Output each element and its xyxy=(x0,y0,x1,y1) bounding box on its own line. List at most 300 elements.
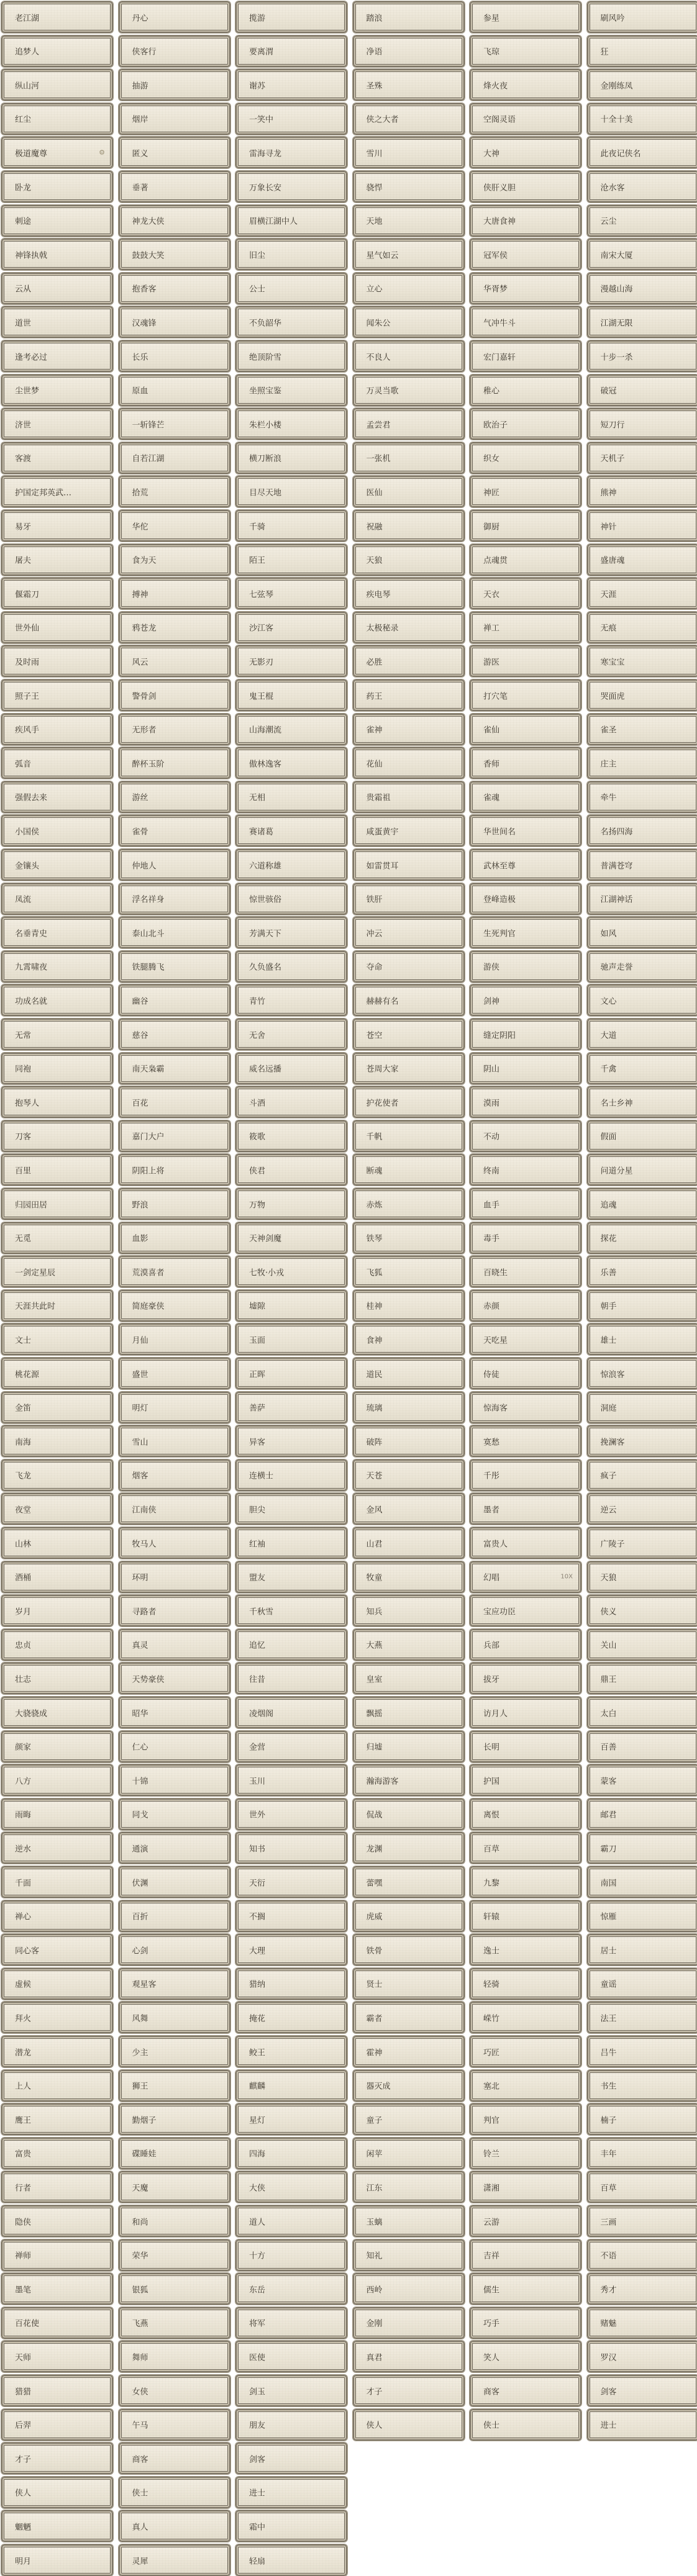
title-tile[interactable] xyxy=(119,2273,230,2305)
title-tile[interactable] xyxy=(353,1968,465,2000)
title-tile[interactable] xyxy=(235,1459,347,1491)
title-tile[interactable] xyxy=(235,1866,347,1898)
title-tile[interactable] xyxy=(235,1323,347,1355)
title-tile[interactable] xyxy=(119,2070,230,2102)
title-tile[interactable] xyxy=(587,1832,697,1864)
title-tile[interactable] xyxy=(1,238,113,270)
title-tile[interactable] xyxy=(1,1425,113,1457)
title-tile[interactable] xyxy=(1,510,113,542)
title-tile[interactable] xyxy=(119,1493,230,1525)
title-tile[interactable] xyxy=(587,306,697,338)
title-tile[interactable] xyxy=(470,1798,581,1830)
title-tile[interactable] xyxy=(470,984,581,1016)
title-tile[interactable] xyxy=(119,69,230,101)
title-tile[interactable] xyxy=(119,238,230,270)
title-tile[interactable] xyxy=(119,951,230,982)
title-tile[interactable] xyxy=(1,2442,113,2474)
title-tile[interactable] xyxy=(470,1425,581,1457)
title-tile[interactable] xyxy=(470,510,581,542)
title-tile[interactable] xyxy=(353,1595,465,1626)
title-tile[interactable] xyxy=(235,2205,347,2237)
title-tile[interactable] xyxy=(353,1,465,33)
title-tile[interactable] xyxy=(119,1629,230,1661)
title-tile[interactable] xyxy=(119,714,230,745)
title-tile[interactable] xyxy=(353,1493,465,1525)
title-tile[interactable] xyxy=(470,1392,581,1423)
title-tile[interactable] xyxy=(470,1358,581,1389)
title-tile[interactable] xyxy=(235,2103,347,2135)
title-tile[interactable] xyxy=(1,205,113,237)
title-tile[interactable] xyxy=(470,747,581,779)
title-tile[interactable] xyxy=(470,612,581,643)
title-tile[interactable] xyxy=(119,171,230,202)
title-tile[interactable] xyxy=(1,137,113,168)
title-tile[interactable] xyxy=(353,69,465,101)
title-tile[interactable] xyxy=(470,1900,581,1932)
title-tile[interactable] xyxy=(1,2036,113,2067)
title-tile[interactable] xyxy=(587,984,697,1016)
title-tile[interactable] xyxy=(470,171,581,202)
title-tile[interactable] xyxy=(587,1154,697,1186)
title-tile[interactable] xyxy=(353,273,465,304)
title-tile[interactable] xyxy=(470,1629,581,1661)
title-tile[interactable] xyxy=(353,917,465,948)
title-tile[interactable] xyxy=(353,1561,465,1593)
title-tile[interactable] xyxy=(119,1086,230,1118)
title-tile[interactable] xyxy=(119,917,230,948)
title-tile[interactable] xyxy=(470,1018,581,1050)
title-tile[interactable] xyxy=(470,1053,581,1084)
title-tile[interactable] xyxy=(587,476,697,507)
title-tile[interactable] xyxy=(353,1934,465,1966)
title-tile[interactable] xyxy=(353,238,465,270)
title-tile[interactable] xyxy=(587,1,697,33)
title-tile[interactable] xyxy=(235,510,347,542)
title-tile[interactable] xyxy=(1,273,113,304)
title-tile[interactable] xyxy=(235,2273,347,2305)
title-tile[interactable] xyxy=(1,2510,113,2542)
title-tile[interactable] xyxy=(1,1697,113,1728)
title-tile[interactable] xyxy=(587,1662,697,1694)
title-tile[interactable] xyxy=(1,612,113,643)
title-tile[interactable] xyxy=(1,1798,113,1830)
title-tile[interactable] xyxy=(1,984,113,1016)
title-tile[interactable] xyxy=(587,1561,697,1593)
title-tile[interactable] xyxy=(353,1459,465,1491)
title-tile[interactable] xyxy=(587,747,697,779)
title-tile[interactable] xyxy=(235,1053,347,1084)
title-tile[interactable] xyxy=(353,1900,465,1932)
title-tile[interactable] xyxy=(119,1053,230,1084)
title-tile[interactable] xyxy=(119,2205,230,2237)
title-tile[interactable] xyxy=(119,1934,230,1966)
title-tile[interactable] xyxy=(235,171,347,202)
title-tile[interactable] xyxy=(587,1256,697,1287)
title-tile[interactable] xyxy=(235,2375,347,2406)
title-tile[interactable] xyxy=(470,578,581,609)
title-tile[interactable] xyxy=(235,35,347,67)
title-tile[interactable] xyxy=(587,273,697,304)
title-tile[interactable] xyxy=(1,103,113,135)
title-tile[interactable] xyxy=(235,2138,347,2169)
title-tile[interactable] xyxy=(119,883,230,915)
title-tile[interactable] xyxy=(235,205,347,237)
title-tile[interactable] xyxy=(587,2409,697,2441)
title-tile[interactable] xyxy=(1,1256,113,1287)
title-tile[interactable] xyxy=(1,374,113,406)
title-tile[interactable] xyxy=(119,2036,230,2067)
title-tile[interactable] xyxy=(119,1188,230,1220)
title-tile[interactable] xyxy=(235,2510,347,2542)
title-tile[interactable] xyxy=(587,510,697,542)
title-tile[interactable] xyxy=(587,1086,697,1118)
title-tile[interactable] xyxy=(119,510,230,542)
title-tile[interactable] xyxy=(235,984,347,1016)
title-tile[interactable] xyxy=(235,273,347,304)
title-tile[interactable] xyxy=(1,578,113,609)
title-tile[interactable] xyxy=(1,306,113,338)
title-tile[interactable] xyxy=(1,679,113,711)
title-tile[interactable] xyxy=(1,1595,113,1626)
title-tile[interactable] xyxy=(353,442,465,474)
title-tile[interactable] xyxy=(470,1934,581,1966)
title-tile[interactable] xyxy=(587,1053,697,1084)
title-tile[interactable] xyxy=(235,849,347,881)
title-tile[interactable] xyxy=(235,1290,347,1322)
title-tile[interactable] xyxy=(587,2375,697,2406)
title-tile[interactable] xyxy=(587,69,697,101)
title-tile[interactable] xyxy=(235,951,347,982)
title-tile[interactable] xyxy=(353,2409,465,2441)
title-tile[interactable] xyxy=(470,1832,581,1864)
title-tile[interactable] xyxy=(353,1222,465,1254)
title-tile[interactable] xyxy=(1,2171,113,2203)
title-tile[interactable] xyxy=(235,2307,347,2339)
title-tile[interactable] xyxy=(587,408,697,440)
title-tile[interactable] xyxy=(353,1697,465,1728)
title-tile[interactable] xyxy=(235,714,347,745)
title-tile[interactable] xyxy=(235,1425,347,1457)
title-tile[interactable] xyxy=(353,1425,465,1457)
title-tile[interactable] xyxy=(587,1697,697,1728)
title-tile[interactable] xyxy=(119,2138,230,2169)
title-tile[interactable] xyxy=(235,306,347,338)
title-tile[interactable] xyxy=(235,1798,347,1830)
title-tile[interactable] xyxy=(353,137,465,168)
title-tile[interactable] xyxy=(119,2409,230,2441)
title-tile[interactable] xyxy=(470,2375,581,2406)
title-tile[interactable] xyxy=(587,1595,697,1626)
title-tile[interactable] xyxy=(353,714,465,745)
title-tile[interactable] xyxy=(235,1493,347,1525)
title-tile[interactable] xyxy=(587,2205,697,2237)
title-tile[interactable] xyxy=(119,1561,230,1593)
title-tile[interactable] xyxy=(587,374,697,406)
title-tile[interactable] xyxy=(235,1731,347,1762)
title-tile[interactable] xyxy=(1,1764,113,1796)
title-tile[interactable] xyxy=(119,781,230,813)
title-tile[interactable] xyxy=(235,1900,347,1932)
title-tile[interactable] xyxy=(587,951,697,982)
title-tile[interactable] xyxy=(1,1086,113,1118)
title-tile[interactable] xyxy=(353,2239,465,2271)
title-tile[interactable] xyxy=(119,1,230,33)
title-tile[interactable] xyxy=(235,1120,347,1152)
title-tile[interactable] xyxy=(470,1154,581,1186)
title-tile[interactable] xyxy=(587,2307,697,2339)
title-tile[interactable] xyxy=(235,2341,347,2372)
title-tile[interactable] xyxy=(235,2544,347,2576)
title-tile[interactable] xyxy=(353,679,465,711)
title-tile[interactable] xyxy=(353,612,465,643)
title-tile[interactable] xyxy=(353,2070,465,2102)
title-tile[interactable] xyxy=(119,849,230,881)
title-tile[interactable] xyxy=(470,2036,581,2067)
title-tile[interactable] xyxy=(119,340,230,372)
title-tile[interactable] xyxy=(1,2070,113,2102)
title-tile[interactable] xyxy=(119,1459,230,1491)
title-tile[interactable] xyxy=(470,1222,581,1254)
title-tile[interactable] xyxy=(119,1323,230,1355)
title-tile[interactable] xyxy=(119,306,230,338)
title-tile[interactable] xyxy=(119,1154,230,1186)
title-tile[interactable] xyxy=(1,747,113,779)
title-tile[interactable] xyxy=(470,544,581,576)
title-tile[interactable] xyxy=(587,1425,697,1457)
title-tile[interactable] xyxy=(119,2442,230,2474)
title-tile[interactable] xyxy=(119,612,230,643)
title-tile[interactable] xyxy=(470,238,581,270)
title-tile[interactable] xyxy=(119,1392,230,1423)
title-tile[interactable] xyxy=(1,1968,113,2000)
title-tile[interactable] xyxy=(119,2307,230,2339)
title-tile[interactable] xyxy=(235,1629,347,1661)
title-tile[interactable] xyxy=(235,645,347,677)
title-tile[interactable] xyxy=(587,1459,697,1491)
title-tile[interactable] xyxy=(470,69,581,101)
title-tile[interactable] xyxy=(470,137,581,168)
title-tile[interactable] xyxy=(235,781,347,813)
title-tile[interactable] xyxy=(235,747,347,779)
title-tile[interactable] xyxy=(1,2544,113,2576)
title-tile[interactable] xyxy=(235,1662,347,1694)
title-tile[interactable] xyxy=(235,1222,347,1254)
title-tile[interactable] xyxy=(470,1290,581,1322)
title-tile[interactable] xyxy=(1,2205,113,2237)
title-tile[interactable] xyxy=(587,1018,697,1050)
title-tile[interactable] xyxy=(353,1662,465,1694)
title-tile[interactable] xyxy=(587,2103,697,2135)
title-tile[interactable] xyxy=(119,442,230,474)
title-tile[interactable] xyxy=(353,578,465,609)
title-tile[interactable] xyxy=(353,1764,465,1796)
title-tile[interactable] xyxy=(119,2002,230,2033)
title-tile[interactable] xyxy=(587,205,697,237)
title-tile[interactable] xyxy=(235,1934,347,1966)
title-tile[interactable] xyxy=(119,2544,230,2576)
title-tile[interactable] xyxy=(470,1866,581,1898)
title-tile[interactable] xyxy=(119,103,230,135)
title-tile[interactable] xyxy=(235,883,347,915)
title-tile[interactable] xyxy=(470,917,581,948)
title-tile[interactable] xyxy=(587,1493,697,1525)
title-tile[interactable] xyxy=(235,69,347,101)
title-tile[interactable] xyxy=(235,917,347,948)
title-tile[interactable] xyxy=(1,645,113,677)
title-tile[interactable] xyxy=(235,2070,347,2102)
title-tile[interactable] xyxy=(470,2103,581,2135)
title-tile[interactable] xyxy=(119,679,230,711)
title-tile[interactable] xyxy=(587,2070,697,2102)
title-tile[interactable] xyxy=(119,1731,230,1762)
title-tile[interactable] xyxy=(587,1358,697,1389)
title-tile[interactable] xyxy=(119,137,230,168)
title-tile[interactable] xyxy=(1,1832,113,1864)
title-tile[interactable] xyxy=(1,2239,113,2271)
title-tile[interactable] xyxy=(235,2477,347,2508)
title-tile[interactable] xyxy=(587,849,697,881)
title-tile[interactable] xyxy=(470,103,581,135)
title-tile[interactable] xyxy=(353,306,465,338)
title-tile[interactable] xyxy=(470,2002,581,2033)
title-tile[interactable] xyxy=(1,2273,113,2305)
title-tile[interactable] xyxy=(353,205,465,237)
title-tile[interactable] xyxy=(119,1968,230,2000)
title-tile[interactable] xyxy=(470,815,581,846)
title-tile[interactable] xyxy=(119,815,230,846)
title-tile[interactable] xyxy=(235,578,347,609)
title-tile[interactable] xyxy=(353,1629,465,1661)
title-tile[interactable] xyxy=(587,1290,697,1322)
title-tile[interactable] xyxy=(1,815,113,846)
title-tile[interactable] xyxy=(470,2138,581,2169)
title-tile[interactable] xyxy=(1,1188,113,1220)
title-tile[interactable] xyxy=(353,645,465,677)
title-tile[interactable] xyxy=(119,645,230,677)
title-tile[interactable] xyxy=(1,340,113,372)
title-tile[interactable] xyxy=(1,1018,113,1050)
title-tile[interactable] xyxy=(1,1053,113,1084)
title-tile[interactable] xyxy=(587,1222,697,1254)
title-tile[interactable] xyxy=(353,35,465,67)
title-tile[interactable] xyxy=(353,2307,465,2339)
title-tile[interactable] xyxy=(119,2103,230,2135)
title-tile[interactable] xyxy=(587,815,697,846)
title-tile[interactable] xyxy=(470,1527,581,1559)
title-tile[interactable] xyxy=(119,1866,230,1898)
title-tile[interactable] xyxy=(1,2307,113,2339)
title-tile[interactable] xyxy=(353,1256,465,1287)
title-tile[interactable] xyxy=(470,1697,581,1728)
title-tile[interactable] xyxy=(119,374,230,406)
title-tile[interactable] xyxy=(235,815,347,846)
title-tile[interactable] xyxy=(587,103,697,135)
title-tile[interactable] xyxy=(353,1527,465,1559)
title-tile[interactable] xyxy=(235,2171,347,2203)
title-tile[interactable] xyxy=(587,578,697,609)
title-tile[interactable] xyxy=(470,2307,581,2339)
title-tile[interactable] xyxy=(119,2341,230,2372)
title-tile[interactable] xyxy=(235,1764,347,1796)
title-tile[interactable] xyxy=(235,476,347,507)
title-tile[interactable] xyxy=(353,476,465,507)
title-tile[interactable] xyxy=(1,1493,113,1525)
title-tile[interactable] xyxy=(1,2477,113,2508)
title-tile[interactable] xyxy=(1,442,113,474)
title-tile[interactable] xyxy=(119,1764,230,1796)
title-tile[interactable] xyxy=(470,714,581,745)
title-tile[interactable] xyxy=(470,1120,581,1152)
title-tile[interactable] xyxy=(235,137,347,168)
title-tile[interactable] xyxy=(353,1392,465,1423)
title-tile[interactable] xyxy=(353,883,465,915)
title-tile[interactable] xyxy=(235,1018,347,1050)
title-tile[interactable] xyxy=(1,544,113,576)
title-tile[interactable] xyxy=(470,476,581,507)
title-tile[interactable] xyxy=(587,2138,697,2169)
title-tile[interactable] xyxy=(235,1,347,33)
title-tile[interactable] xyxy=(353,1731,465,1762)
title-tile[interactable] xyxy=(1,2409,113,2441)
title-tile[interactable] xyxy=(470,1256,581,1287)
title-tile[interactable] xyxy=(119,1018,230,1050)
title-tile[interactable] xyxy=(119,1256,230,1287)
title-tile[interactable] xyxy=(587,442,697,474)
title-tile[interactable] xyxy=(119,1697,230,1728)
title-tile[interactable] xyxy=(1,1662,113,1694)
title-tile[interactable] xyxy=(587,171,697,202)
title-tile[interactable] xyxy=(1,781,113,813)
title-tile[interactable] xyxy=(1,2375,113,2406)
title-tile[interactable] xyxy=(1,1900,113,1932)
title-tile[interactable] xyxy=(587,1188,697,1220)
title-tile[interactable] xyxy=(235,1697,347,1728)
title-tile[interactable] xyxy=(587,2002,697,2033)
title-tile[interactable] xyxy=(587,340,697,372)
title-tile[interactable] xyxy=(587,1934,697,1966)
title-tile[interactable] xyxy=(119,544,230,576)
title-tile[interactable] xyxy=(119,2239,230,2271)
title-tile[interactable] xyxy=(353,747,465,779)
title-tile[interactable] xyxy=(119,1832,230,1864)
title-tile[interactable] xyxy=(235,340,347,372)
title-tile[interactable] xyxy=(353,1018,465,1050)
title-tile[interactable] xyxy=(353,2171,465,2203)
title-tile[interactable] xyxy=(119,1290,230,1322)
title-tile[interactable] xyxy=(1,1527,113,1559)
title-tile[interactable] xyxy=(353,2138,465,2169)
title-tile[interactable] xyxy=(587,1392,697,1423)
title-tile[interactable] xyxy=(119,1120,230,1152)
title-tile[interactable] xyxy=(470,374,581,406)
title-tile[interactable] xyxy=(470,2239,581,2271)
title-tile[interactable] xyxy=(353,951,465,982)
title-tile[interactable] xyxy=(470,35,581,67)
title-tile[interactable] xyxy=(470,2273,581,2305)
title-tile[interactable] xyxy=(1,849,113,881)
title-tile[interactable] xyxy=(587,1866,697,1898)
title-tile[interactable] xyxy=(470,2070,581,2102)
title-tile[interactable] xyxy=(235,1154,347,1186)
title-tile[interactable] xyxy=(353,340,465,372)
title-tile[interactable] xyxy=(470,1,581,33)
title-tile[interactable] xyxy=(1,1290,113,1322)
title-tile[interactable] xyxy=(470,340,581,372)
title-tile[interactable] xyxy=(470,2205,581,2237)
title-tile[interactable] xyxy=(119,2477,230,2508)
title-tile[interactable] xyxy=(353,1832,465,1864)
title-tile[interactable] xyxy=(353,1154,465,1186)
